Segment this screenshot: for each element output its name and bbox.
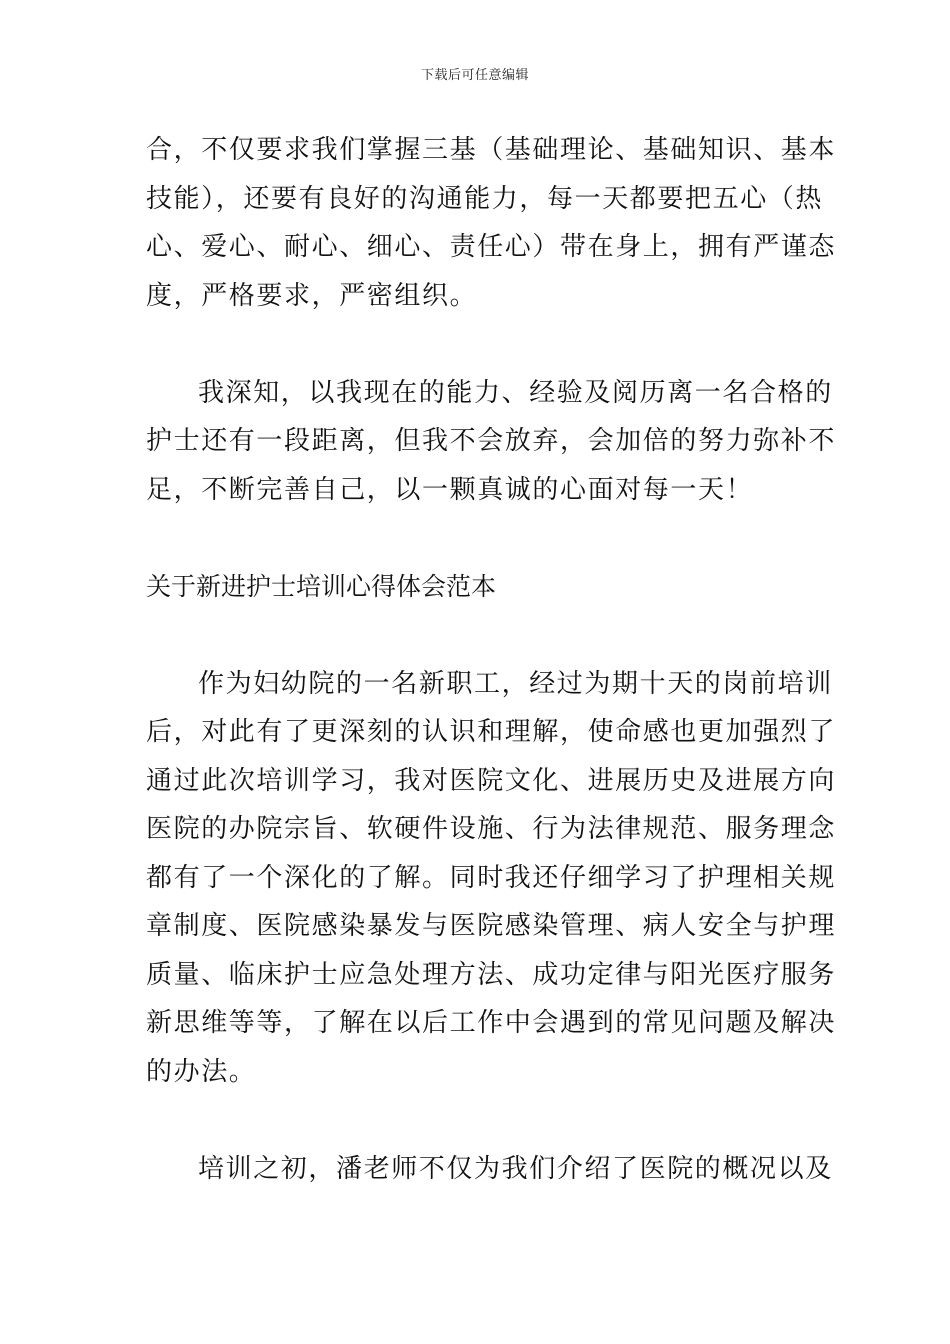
paragraph-gap [146, 611, 811, 660]
text-line: 后，对此有了更深刻的认识和理解，使命感也更加强烈了 [146, 717, 837, 747]
text-line: 通过此次培训学习，我对医院文化、进展历史及进展方向 [146, 765, 837, 796]
text-line: 足，不断完善自己，以一颗真诚的心面对每一天！ [146, 474, 754, 505]
paragraph [146, 126, 837, 320]
text-line: 都有了一个深化的了解。同时我还仔细学习了护理相关规 [146, 862, 837, 893]
text-line: 度，严格要求，严密组织。 [146, 280, 478, 311]
text-line: 护士还有一段距离，但我不会放弃，会加倍的努力弥补不 [146, 426, 837, 456]
document-body [146, 126, 837, 1193]
text-line: 质量、临床护士应急处理方法、成功定律与阳光医疗服务 [146, 959, 837, 990]
page-header: 下载后可任意编辑 [420, 68, 529, 83]
paragraph [146, 1145, 833, 1194]
text-line: 章制度、医院感染暴发与医院感染管理、病人安全与护理 [146, 911, 837, 941]
text-line: 新思维等等，了解在以后工作中会遇到的常见问题及解决 [146, 1008, 837, 1038]
heading-text: 关于新进护士培训心得体会范本 [146, 571, 497, 601]
text-line: 的办法。 [146, 1056, 257, 1087]
paragraph-gap [146, 514, 811, 563]
paragraph-gap [146, 320, 811, 369]
text-line: 培训之初，潘老师不仅为我们介绍了医院的概况以及 [198, 1153, 833, 1184]
text-line: 作为妇幼院的一名新职工，经过为期十天的岗前培训 [198, 668, 833, 699]
paragraph [146, 369, 837, 515]
text-line: 我深知，以我现在的能力、经验及阅历离一名合格的 [198, 377, 833, 408]
text-line: 医院的办院宗旨、软硬件设施、行为法律规范、服务理念 [146, 814, 837, 844]
text-line: 技能），还要有良好的沟通能力，每一天都要把五心（热 [146, 183, 824, 214]
paragraph-gap [146, 1096, 811, 1145]
paragraph [146, 660, 837, 1097]
text-line: 心、爱心、耐心、细心、责任心）带在身上，拥有严谨态 [146, 232, 837, 262]
section-heading [146, 563, 811, 612]
text-line: 合，不仅要求我们掌握三基（基础理论、基础知识、基本 [146, 135, 837, 165]
